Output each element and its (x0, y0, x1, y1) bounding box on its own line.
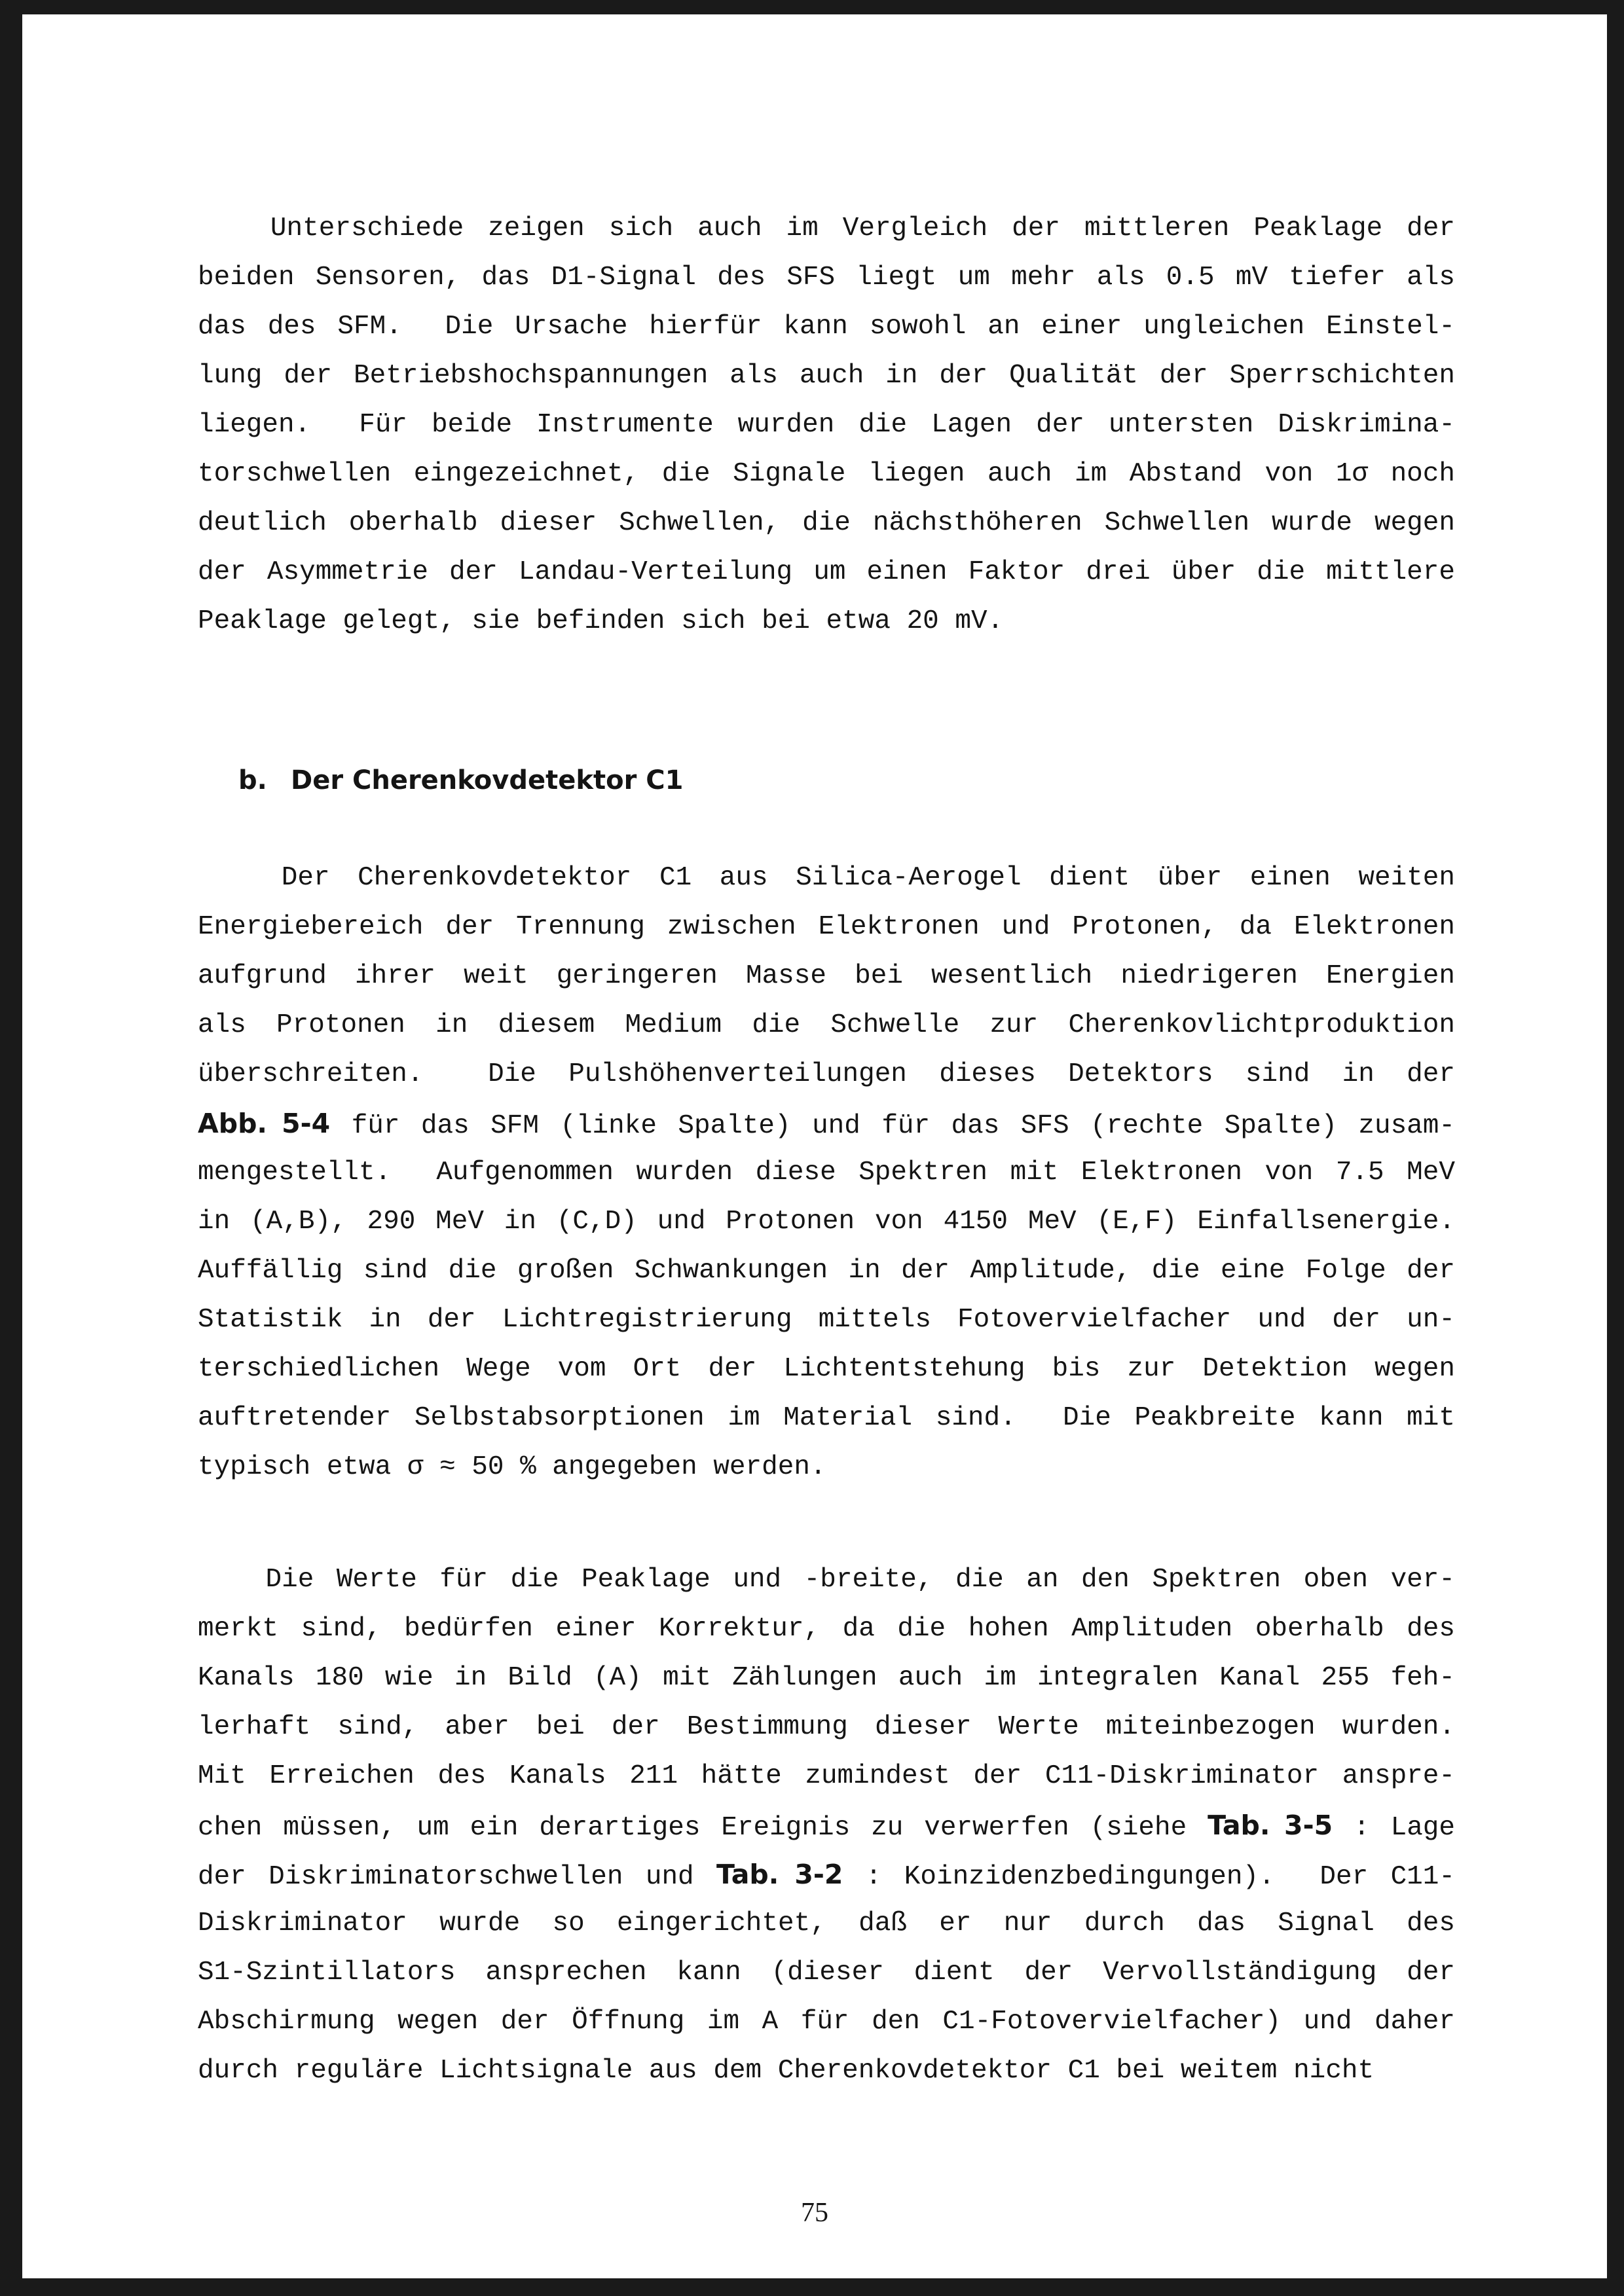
reference-bold: Tab. 3-2 (716, 1859, 843, 1890)
text-line (198, 1001, 1455, 1050)
line-text: lung der Betriebshochspannungen als auch in der Qualität der Sperrschichten (198, 361, 1455, 391)
text-line (198, 401, 1455, 450)
text-line (198, 450, 1455, 499)
line-text: chen müssen, um ein derartiges Ereignis zu verwerfen (siehe (198, 1813, 1208, 1843)
text-line (198, 1605, 1455, 1654)
text-line (198, 1997, 1455, 2047)
section-number: b. (238, 765, 267, 795)
text-line (198, 1752, 1455, 1801)
text-line (198, 2047, 1455, 2096)
reference-bold: Abb. 5-4 (198, 1108, 331, 1139)
text-line (198, 1197, 1455, 1247)
text-line (198, 952, 1455, 1001)
line-text: mengestellt. Aufgenommen wurden diese Spektren mit Elektronen von 7.5 MeV (198, 1157, 1455, 1188)
text-line (198, 204, 1455, 253)
line-text: deutlich oberhalb dieser Schwellen, die nächsthöheren Schwellen wurde wegen (198, 508, 1455, 538)
line-text: lerhaft sind, aber bei der Bestimmung dieser Werte miteinbezogen wurden. (198, 1712, 1455, 1742)
line-text: der Diskriminatorschwellen und (198, 1862, 717, 1892)
line-text: : Lage (1333, 1813, 1455, 1843)
line-text: S1-Szintillators ansprechen kann (dieser dient der Vervollständigung der (198, 1958, 1455, 1988)
line-text: Auffällig sind die großen Schwankungen in der Amplitude, die eine Folge der (198, 1256, 1455, 1286)
page-number: 75 (801, 2198, 828, 2228)
text-line (198, 1345, 1455, 1394)
document-page (22, 14, 1607, 2278)
text-line (198, 597, 1455, 646)
text-line (198, 1247, 1455, 1296)
line-text: Kanals 180 wie in Bild (A) mit Zählungen auch im integralen Kanal 255 feh- (198, 1663, 1455, 1693)
line-text: Energiebereich der Trennung zwischen Elektronen und Protonen, da Elektronen (198, 912, 1455, 942)
line-text: terschiedlichen Wege vom Ort der Lichtentstehung bis zur Detektion wegen (198, 1354, 1455, 1384)
line-text: als Protonen in diesem Medium die Schwelle zur Cherenkovlichtproduktion (198, 1010, 1455, 1040)
text-line (198, 1443, 1455, 1492)
text-line (198, 1850, 1455, 1899)
line-text: torschwellen eingezeichnet, die Signale liegen auch im Abstand von 1σ noch (198, 459, 1455, 489)
line-text: durch reguläre Lichtsignale aus dem Cherenkovdetektor C1 bei weitem nicht (198, 2056, 1375, 2086)
line-text: aufgrund ihrer weit geringeren Masse bei wesentlich niedrigeren Energien (198, 961, 1455, 991)
line-text: Der Cherenkovdetektor C1 aus Silica-Aerogel dient über einen weiten (198, 863, 1455, 893)
line-text: Mit Erreichen des Kanals 211 hätte zumindest der C11-Diskriminator anspre- (198, 1761, 1455, 1791)
section-heading (238, 761, 683, 800)
line-text: liegen. Für beide Instrumente wurden die Lagen der untersten Diskrimina- (198, 410, 1455, 440)
text-line (198, 253, 1455, 302)
paragraph-1 (198, 204, 1455, 646)
section-title: Der Cherenkovdetektor C1 (291, 765, 684, 795)
line-text: auftretender Selbstabsorptionen im Material sind. Die Peakbreite kann mit (198, 1403, 1455, 1433)
text-line (198, 1948, 1455, 1997)
paragraph-2 (198, 854, 1455, 1492)
text-line (198, 1394, 1455, 1443)
line-text: Peaklage gelegt, sie befinden sich bei etwa 20 mV. (198, 606, 1004, 636)
text-line (198, 1899, 1455, 1948)
line-text: der Asymmetrie der Landau-Verteilung um einen Faktor drei über die mittlere (198, 557, 1455, 587)
line-text: überschreiten. Die Pulshöhenverteilungen dieses Detektors sind in der (198, 1059, 1455, 1089)
text-line (198, 352, 1455, 401)
line-text: in (A,B), 290 MeV in (C,D) und Protonen von 4150 MeV (E,F) Einfallsenergie. (198, 1207, 1455, 1237)
text-line (198, 548, 1455, 597)
text-line (198, 499, 1455, 548)
line-text: : Koinzidenzbedingungen). Der C11- (843, 1862, 1455, 1892)
reference-bold: Tab. 3-5 (1208, 1810, 1333, 1841)
line-text: beiden Sensoren, das D1-Signal des SFS liegt um mehr als 0.5 mV tiefer als (198, 263, 1455, 293)
text-line (198, 1654, 1455, 1703)
text-line (198, 1801, 1455, 1850)
text-line (198, 1556, 1455, 1605)
line-text: typisch etwa σ ≈ 50 % angegeben werden. (198, 1452, 826, 1482)
line-text: merkt sind, bedürfen einer Korrektur, da die hohen Amplituden oberhalb des (198, 1614, 1455, 1644)
text-line (198, 1296, 1455, 1345)
text-line (198, 1703, 1455, 1752)
line-text: Diskriminator wurde so eingerichtet, daß er nur durch das Signal des (198, 1908, 1455, 1939)
paragraph-3 (198, 1556, 1455, 2096)
line-text: Die Werte für die Peaklage und -breite, die an den Spektren oben ver- (198, 1565, 1455, 1595)
text-line (198, 1099, 1455, 1148)
line-text: für das SFM (linke Spalte) und für das SFS (rechte Spalte) zusam- (330, 1111, 1455, 1141)
text-line (198, 854, 1455, 903)
text-line (198, 1148, 1455, 1197)
text-line (198, 1050, 1455, 1099)
line-text: das des SFM. Die Ursache hierfür kann sowohl an einer ungleichen Einstel- (198, 312, 1455, 342)
line-text: Unterschiede zeigen sich auch im Vergleich der mittleren Peaklage der (198, 213, 1455, 244)
line-text: Abschirmung wegen der Öffnung im A für den C1-Fotovervielfacher) und daher (198, 2007, 1455, 2037)
text-line (198, 302, 1455, 352)
text-line (198, 903, 1455, 952)
line-text: Statistik in der Lichtregistrierung mittels Fotovervielfacher und der un- (198, 1305, 1455, 1335)
